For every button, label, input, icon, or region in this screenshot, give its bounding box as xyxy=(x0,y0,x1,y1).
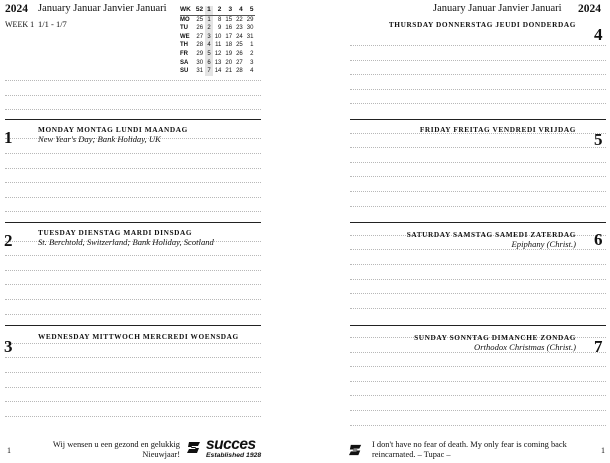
calendar-date: 25 xyxy=(236,42,243,49)
brand-logo xyxy=(186,438,266,459)
succes-logo-icon xyxy=(348,442,364,458)
writing-line xyxy=(5,299,261,300)
succes-logo-icon xyxy=(186,439,203,456)
calendar-date: 29 xyxy=(246,16,254,23)
day-note: Orthodox Christmas (Christ.) xyxy=(474,342,576,352)
writing-line xyxy=(5,357,261,358)
day-separator xyxy=(350,119,606,120)
calendar-date: 24 xyxy=(236,33,243,40)
calendar-date: 27 xyxy=(196,33,204,40)
writing-line xyxy=(350,60,606,61)
calendar-week-number: 1 xyxy=(205,6,213,15)
writing-line xyxy=(350,249,606,250)
calendar-week-header: WK xyxy=(180,6,194,15)
calendar-date: 1 xyxy=(250,42,254,49)
writing-line xyxy=(350,395,606,396)
writing-line xyxy=(350,308,606,309)
writing-line xyxy=(5,153,261,154)
calendar-date: 26 xyxy=(196,25,204,32)
footer-quote: I don't have no fear of death. My only fear is coming back reincarnated. – Tupac – xyxy=(372,440,567,459)
calendar-date: 17 xyxy=(225,33,233,40)
calendar-date: 2 xyxy=(205,24,213,33)
day-number: 3 xyxy=(4,337,13,356)
calendar-week-number: 52 xyxy=(194,6,205,15)
calendar-day-name: FR xyxy=(180,50,188,57)
writing-line xyxy=(350,74,606,75)
writing-line xyxy=(5,401,261,402)
writing-line xyxy=(5,197,261,198)
day-number: 2 xyxy=(4,231,13,250)
calendar-date: 19 xyxy=(225,50,233,57)
day-number: 6 xyxy=(594,230,603,249)
calendar-date: 29 xyxy=(196,50,204,57)
calendar-date: 27 xyxy=(236,59,243,66)
calendar-day-name: SA xyxy=(180,59,189,66)
day-names: SATURDAY SAMSTAG SAMEDI ZATERDAG xyxy=(406,230,576,239)
calendar-date: 30 xyxy=(246,25,254,32)
day-separator xyxy=(350,325,606,326)
writing-line xyxy=(5,343,261,344)
writing-line xyxy=(350,103,606,104)
writing-line xyxy=(5,95,261,96)
writing-line xyxy=(350,264,606,265)
calendar-date: 3 xyxy=(250,59,254,66)
year-label: 2024 xyxy=(5,3,28,15)
month-title: January Januar Janvier Januari xyxy=(433,3,562,14)
writing-line xyxy=(350,293,606,294)
calendar-date: 21 xyxy=(225,68,233,75)
calendar-day-name: TU xyxy=(180,25,188,32)
calendar-date: 28 xyxy=(236,68,243,75)
day-number: 4 xyxy=(594,25,603,44)
day-note: St. Berchtold, Switzerland; Bank Holiday, Scotland xyxy=(38,237,214,247)
day-separator xyxy=(350,222,606,223)
calendar-date: 20 xyxy=(225,59,233,66)
calendar-date: 4 xyxy=(250,68,254,75)
calendar-date: 3 xyxy=(205,33,213,42)
writing-line xyxy=(350,381,606,382)
calendar-date: 30 xyxy=(196,59,204,66)
calendar-date: 16 xyxy=(225,25,233,32)
calendar-week-number: 4 xyxy=(234,6,245,15)
writing-line xyxy=(5,109,261,110)
writing-line xyxy=(350,410,606,411)
writing-line xyxy=(5,372,261,373)
calendar-date: 5 xyxy=(205,50,213,59)
calendar-date: 9 xyxy=(218,25,222,32)
writing-line xyxy=(5,182,261,183)
page-number: 1 xyxy=(601,446,605,455)
calendar-date: 28 xyxy=(196,42,204,49)
calendar-week-number: 5 xyxy=(245,6,256,15)
writing-line xyxy=(350,45,606,46)
calendar-date: 2 xyxy=(250,50,254,57)
calendar-date: 23 xyxy=(236,25,243,32)
footer-greeting: Wij wensen u een gezond en gelukkig Nieuwjaar! xyxy=(52,440,180,459)
day-names: FRIDAY FREITAG VENDREDI VRIJDAG xyxy=(419,125,576,134)
writing-line xyxy=(5,314,261,315)
calendar-date: 1 xyxy=(205,15,213,24)
calendar-date: 31 xyxy=(196,68,204,75)
year-label: 2024 xyxy=(578,3,601,15)
day-number: 1 xyxy=(4,128,13,147)
writing-line xyxy=(5,211,261,212)
calendar-date: 26 xyxy=(236,50,243,57)
day-note: Epiphany (Christ.) xyxy=(511,239,576,249)
day-names: THURSDAY DONNERSTAG JEUDI DONDERDAG xyxy=(388,20,576,29)
brand-tagline: Established 1928 xyxy=(206,452,262,459)
writing-line xyxy=(5,255,261,256)
day-separator xyxy=(5,119,261,120)
writing-line xyxy=(5,168,261,169)
calendar-date: 10 xyxy=(214,33,222,40)
day-number: 7 xyxy=(594,337,603,356)
calendar-date: 14 xyxy=(214,68,222,75)
calendar-date: 11 xyxy=(215,42,222,49)
calendar-date: 4 xyxy=(205,41,213,50)
calendar-day-name: TH xyxy=(180,42,188,49)
writing-line xyxy=(350,162,606,163)
writing-line xyxy=(350,206,606,207)
calendar-week-number: 3 xyxy=(223,6,234,15)
writing-line xyxy=(350,366,606,367)
calendar-date: 31 xyxy=(246,33,254,40)
calendar-day-name: WE xyxy=(180,33,190,40)
writing-line xyxy=(350,147,606,148)
day-names: WEDNESDAY MITTWOCH MERCREDI WOENSDAG xyxy=(38,332,239,341)
day-names: MONDAY MONTAG LUNDI MAANDAG xyxy=(38,125,188,134)
calendar-date: 18 xyxy=(225,42,233,49)
week-label: WEEK 1 xyxy=(5,20,35,29)
calendar-date: 6 xyxy=(205,59,213,68)
page-number: 1 xyxy=(7,446,11,455)
calendar-date: 7 xyxy=(205,67,213,76)
writing-line xyxy=(5,284,261,285)
writing-line xyxy=(350,89,606,90)
day-note: New Year's Day; Bank Holiday, UK xyxy=(38,134,161,144)
calendar-date: 22 xyxy=(236,16,243,23)
calendar-date: 12 xyxy=(214,50,222,57)
right-page xyxy=(305,0,610,463)
writing-line xyxy=(5,80,261,81)
calendar-date: 15 xyxy=(225,16,233,23)
day-names: TUESDAY DIENSTAG MARDI DINSDAG xyxy=(38,228,193,237)
brand-name: succes xyxy=(206,436,256,453)
calendar-date: 8 xyxy=(218,16,222,23)
writing-line xyxy=(350,279,606,280)
week-range: 1/1 - 1/7 xyxy=(38,19,67,29)
day-number: 5 xyxy=(594,130,603,149)
writing-line xyxy=(5,387,261,388)
calendar-date: 25 xyxy=(196,16,204,23)
day-names: SUNDAY SONNTAG DIMANCHE ZONDAG xyxy=(414,333,576,342)
day-separator xyxy=(5,222,261,223)
writing-line xyxy=(350,191,606,192)
writing-line xyxy=(5,270,261,271)
writing-line xyxy=(5,416,261,417)
calendar-week-number: 2 xyxy=(213,6,224,15)
calendar-day-name: MO xyxy=(180,16,190,23)
day-separator xyxy=(5,325,261,326)
month-title: January Januar Janvier Januari xyxy=(38,3,167,14)
calendar-date: 13 xyxy=(214,59,222,66)
writing-line xyxy=(350,425,606,426)
writing-line xyxy=(350,176,606,177)
calendar-day-name: SU xyxy=(180,68,189,75)
